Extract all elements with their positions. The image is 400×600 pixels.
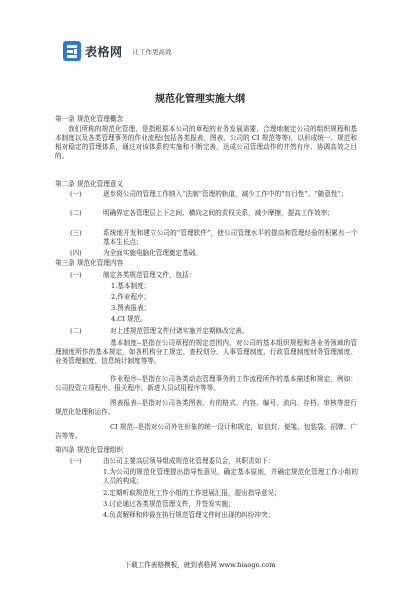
section-3-item-1-text: 制定各类规范管理文件，包括： (103, 271, 196, 279)
work-procedure-paragraph: 作业程序--是指在公司各类动态管理事务的工作流程所作的基本描述和规定，例如：公司投资立项程序、报关程序、新进人员试用程序等等。 (55, 375, 357, 392)
section-2-item-1-marker: (一) (70, 190, 82, 198)
section-4-subitem-2: 2.定期听取规范化工作小组的工作进展汇报，提出指导意见； (103, 489, 281, 497)
section-3-item-1-marker: (一) (70, 271, 82, 279)
brand-slogan: 让工作更高效 (132, 47, 172, 56)
section-4-subitem-3: 3.讨论通过各类规范管理文件，并签发实施； (103, 500, 235, 508)
section-3-item-2-marker: (二) (70, 327, 82, 335)
section-2-item-3-text: 系统地开发和建立公司的“管理软件”，使公司管理水平的提高和管理经验的积累有一个基本生长点； (103, 229, 358, 246)
section-4-subitem-1: 1.为公司的规范化管理提出指导性意见，确定基本原则，并确定规范化管理工作小组的人员的构成； (103, 468, 358, 485)
footer-download-link[interactable]: 下载工作表格模板，就到表格网 www.biaoge.com (124, 561, 276, 569)
section-1-heading: 第一条 规范化管理概念 (55, 115, 124, 123)
section-3-subitem-3: 3.图表报表； (111, 304, 151, 312)
ci-spec-paragraph: CI 规范--是指对公司外在形象的统一设计和规定，如信封、便笺、包装袋、招牌、广告等等。 (55, 423, 357, 440)
brand-header (63, 40, 172, 62)
section-2-item-4-marker: (四) (70, 249, 82, 257)
section-2-item-3-marker: (三) (70, 229, 82, 237)
section-3-item-2-text: 对上述规范管理文件付诸实施并定期修改完善。 (110, 327, 249, 335)
section-1-paragraph: 我们所称的规范化管理，是指根据本公司的章程的业务发展需要，合理地制定公司的组织规程和基本制度以及各类管理事务的作业流程(包括各类报表、图表、公司的 CI 规范等等)，以形成统一、规范和相对稳定的管理体系，通过对该体系的实施和不断完善，达成公司管理动作的井然有序、协调高效之目的。 (55, 125, 357, 160)
section-3-subitem-1: 1.基本制度； (111, 282, 151, 290)
section-3-subitem-4: 4.CI 规范。 (111, 315, 147, 323)
section-4-subitem-4: 4.负责解释和仲裁在执行规范管理文件时出现的纠纷冲突； (103, 511, 275, 519)
basic-system-paragraph: 基本制度--是指在公司章程的规定范围内，对公司的基本组织规程和各业务领域的管理制度所作的基本规定，如各机构分工规定、查权划分、人事管理制度、行政管理制度财务管理制度、业务管理制度、信息统计制度等等。 (55, 339, 357, 365)
section-2-heading: 第二条 规范化管理意义 (55, 180, 124, 188)
biaoge-logo-icon (63, 41, 81, 61)
section-4-heading: 第四条 规范化管理组织 (55, 446, 124, 454)
chart-report-paragraph: 图表报表--是指对公司各类图表、有的格式、内容、编号、流向、存档、审核等进行规范化处理和运作。 (55, 399, 357, 416)
brand-name: 表格网 (85, 44, 123, 59)
section-2-item-2-marker: (二) (70, 209, 82, 217)
section-3-heading: 第三条 规范化管理内容 (55, 259, 124, 267)
document-title: 规范化管理实施大纲 (155, 94, 245, 105)
section-2-item-4-text: 为全面实施电脑化管理奠定基础。 (103, 249, 202, 257)
section-2-item-2-text: 明确界定各管理层上下之间、横向之间的责权关系，减少摩擦，提高工作效率； (103, 209, 334, 217)
section-2-item-1-text: 逐步将公司的管理工作纳入“法制”管理的轨道，减少工作中的“盲目性”、“随意性”； (103, 190, 348, 198)
section-3-subitem-2: 2.作业程序； (111, 293, 151, 301)
section-4-item-1-text: 由公司主要高层领导组成规范化管理委员会，其职责如下： (103, 457, 275, 465)
section-4-item-1-marker: (一) (70, 457, 82, 465)
